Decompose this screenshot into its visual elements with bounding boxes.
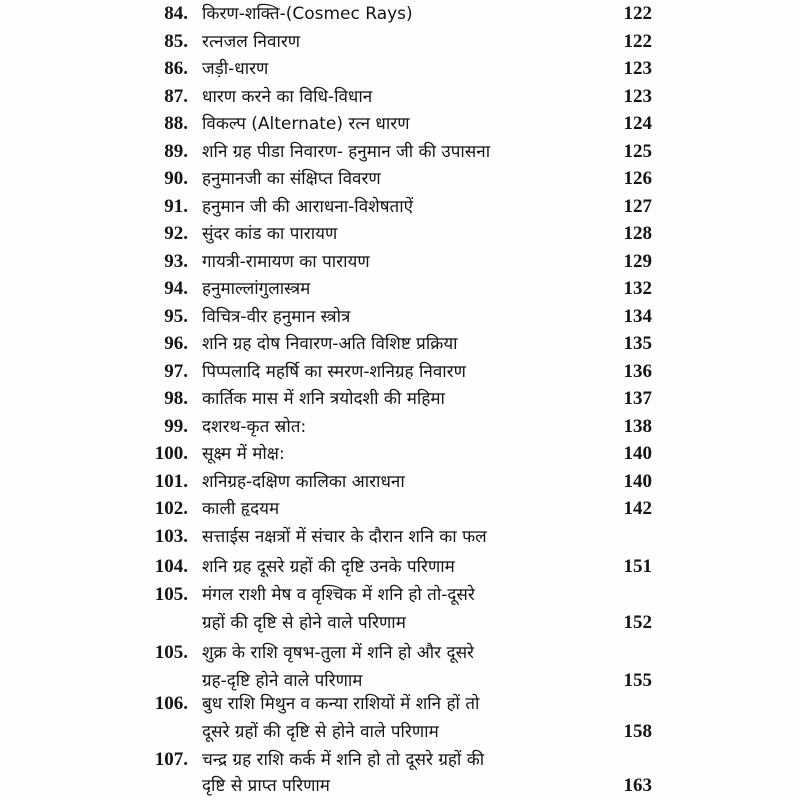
entry-title: धारण करने का विधि-विधान — [202, 87, 373, 107]
entry-page-number: 126 — [623, 168, 652, 189]
entry-number: 105. — [154, 642, 188, 663]
entry-number: 104. — [154, 556, 188, 577]
entry-title: मंगल राशी मेष व वृश्चिक में शनि हो तो-दूसरे — [202, 585, 475, 605]
entry-page-number: 163 — [623, 775, 652, 796]
entry-number: 88. — [164, 113, 188, 134]
entry-number: 94. — [164, 278, 188, 299]
toc-entry — [0, 385, 800, 415]
entry-number: 107. — [154, 749, 188, 770]
entry-page-number: 132 — [623, 278, 652, 299]
entry-title: शुक्र के राशि वृषभ-तुला में शनि हो और दूसरे — [202, 643, 475, 663]
entry-number: 84. — [164, 3, 188, 24]
entry-title: बुध राशि मिथुन व कन्या राशियों में शनि हों तो — [202, 694, 480, 714]
entry-number: 106. — [154, 693, 188, 714]
entry-page-number: 123 — [623, 58, 652, 79]
entry-title: हनुमाल्लांगुलास्त्रम — [202, 279, 311, 299]
toc-entry — [0, 358, 800, 388]
entry-title: सत्ताईस नक्षत्रों में संचार के दौरान शनि का फल — [202, 527, 487, 547]
entry-title-continued: ग्रह-दृष्टि होने वाले परिणाम — [202, 671, 363, 691]
toc-entry — [0, 690, 800, 748]
entry-title-continued: दृष्टि से प्राप्त परिणाम — [202, 776, 330, 796]
entry-number: 89. — [164, 141, 188, 162]
entry-title: शनि ग्रह दोष निवारण-अति विशिष्ट प्रक्रिया — [202, 334, 458, 354]
toc-entry — [0, 330, 800, 360]
entry-page-number: 128 — [623, 223, 652, 244]
entry-page-number: 151 — [623, 556, 652, 577]
toc-entry — [0, 193, 800, 223]
toc-entry — [0, 28, 800, 58]
entry-page-number: 129 — [623, 251, 652, 272]
toc-entry — [0, 0, 800, 30]
toc-entry — [0, 275, 800, 305]
entry-title: रत्नजल निवारण — [202, 32, 301, 52]
entry-number: 96. — [164, 333, 188, 354]
entry-page-number: 127 — [623, 196, 652, 217]
toc-entry — [0, 581, 800, 639]
entry-title: हनुमान जी की आराधना-विशेषताऐं — [202, 197, 414, 217]
entry-page-number: 138 — [623, 416, 652, 437]
entry-page-number: 140 — [623, 471, 652, 492]
entry-title: जड़ी-धारण — [202, 59, 269, 79]
entry-title-continued: दूसरे ग्रहों की दृष्टि से होने वाले परिणाम — [202, 722, 439, 742]
toc-entry — [0, 440, 800, 470]
entry-page-number: 135 — [623, 333, 652, 354]
entry-page-number: 140 — [623, 443, 652, 464]
toc-entry — [0, 220, 800, 250]
entry-number: 103. — [154, 526, 188, 547]
entry-title: पिप्पलादि महर्षि का स्मरण-शनिग्रह निवारण — [202, 362, 466, 382]
entry-title: चन्द्र ग्रह राशि कर्क में शनि हो तो दूसरे ग्रहों की — [202, 750, 485, 770]
entry-number: 100. — [154, 443, 188, 464]
entry-number: 86. — [164, 58, 188, 79]
toc-entry — [0, 495, 800, 525]
toc-entry — [0, 165, 800, 195]
entry-number: 105. — [154, 584, 188, 605]
entry-title: गायत्री-रामायण का पारायण — [202, 252, 370, 272]
entry-title: किरण-शक्ति-(Cosmec Rays) — [202, 4, 413, 24]
entry-page-number: 136 — [623, 361, 652, 382]
entry-title: काली हृदयम — [202, 499, 280, 519]
entry-number: 98. — [164, 388, 188, 409]
entry-title: विकल्प (Alternate) रत्न धारण — [202, 114, 410, 134]
entry-title: शनि ग्रह दूसरे ग्रहों की दृष्टि उनके परिणाम — [202, 557, 455, 577]
toc-entry — [0, 639, 800, 697]
entry-title: विचित्र-वीर हनुमान स्त्रोत्र — [202, 307, 351, 327]
entry-title: शनिग्रह-दक्षिण कालिका आराधना — [202, 472, 405, 492]
toc-entry — [0, 523, 800, 553]
entry-number: 97. — [164, 361, 188, 382]
entry-title: सूक्ष्म में मोक्ष: — [202, 444, 285, 464]
entry-page-number: 142 — [623, 498, 652, 519]
entry-number: 95. — [164, 306, 188, 327]
entry-page-number: 125 — [623, 141, 652, 162]
toc-entry — [0, 83, 800, 113]
entry-number: 92. — [164, 223, 188, 244]
toc-entry — [0, 138, 800, 168]
entry-page-number: 134 — [623, 306, 652, 327]
entry-number: 91. — [164, 196, 188, 217]
entry-page-number: 158 — [623, 721, 652, 742]
entry-page-number: 124 — [623, 113, 652, 134]
toc-entry — [0, 303, 800, 333]
toc-entry — [0, 248, 800, 278]
entry-page-number: 123 — [623, 86, 652, 107]
entry-title: सुंदर कांड का पारायण — [202, 224, 338, 244]
entry-page-number: 137 — [623, 388, 652, 409]
toc-entry — [0, 55, 800, 85]
entry-number: 85. — [164, 31, 188, 52]
entry-number: 101. — [154, 471, 188, 492]
entry-page-number: 155 — [623, 670, 652, 691]
entry-number: 93. — [164, 251, 188, 272]
entry-title: कार्तिक मास में शनि त्रयोदशी की महिमा — [202, 389, 445, 409]
entry-number: 102. — [154, 498, 188, 519]
entry-page-number: 122 — [623, 31, 652, 52]
entry-title: हनुमानजी का संक्षिप्त विवरण — [202, 169, 381, 189]
entry-number: 87. — [164, 86, 188, 107]
toc-entry — [0, 553, 800, 583]
entry-number: 99. — [164, 416, 188, 437]
entry-title: दशरथ-कृत स्रोत: — [202, 417, 307, 437]
entry-page-number: 152 — [623, 612, 652, 633]
toc-entry — [0, 746, 800, 800]
entry-number: 90. — [164, 168, 188, 189]
entry-page-number: 122 — [623, 3, 652, 24]
toc-entry — [0, 110, 800, 140]
toc-entry — [0, 413, 800, 443]
toc-entry — [0, 468, 800, 498]
entry-title-continued: ग्रहों की दृष्टि से होने वाले परिणाम — [202, 613, 406, 633]
entry-title: शनि ग्रह पीडा निवारण- हनुमान जी की उपासना — [202, 142, 491, 162]
